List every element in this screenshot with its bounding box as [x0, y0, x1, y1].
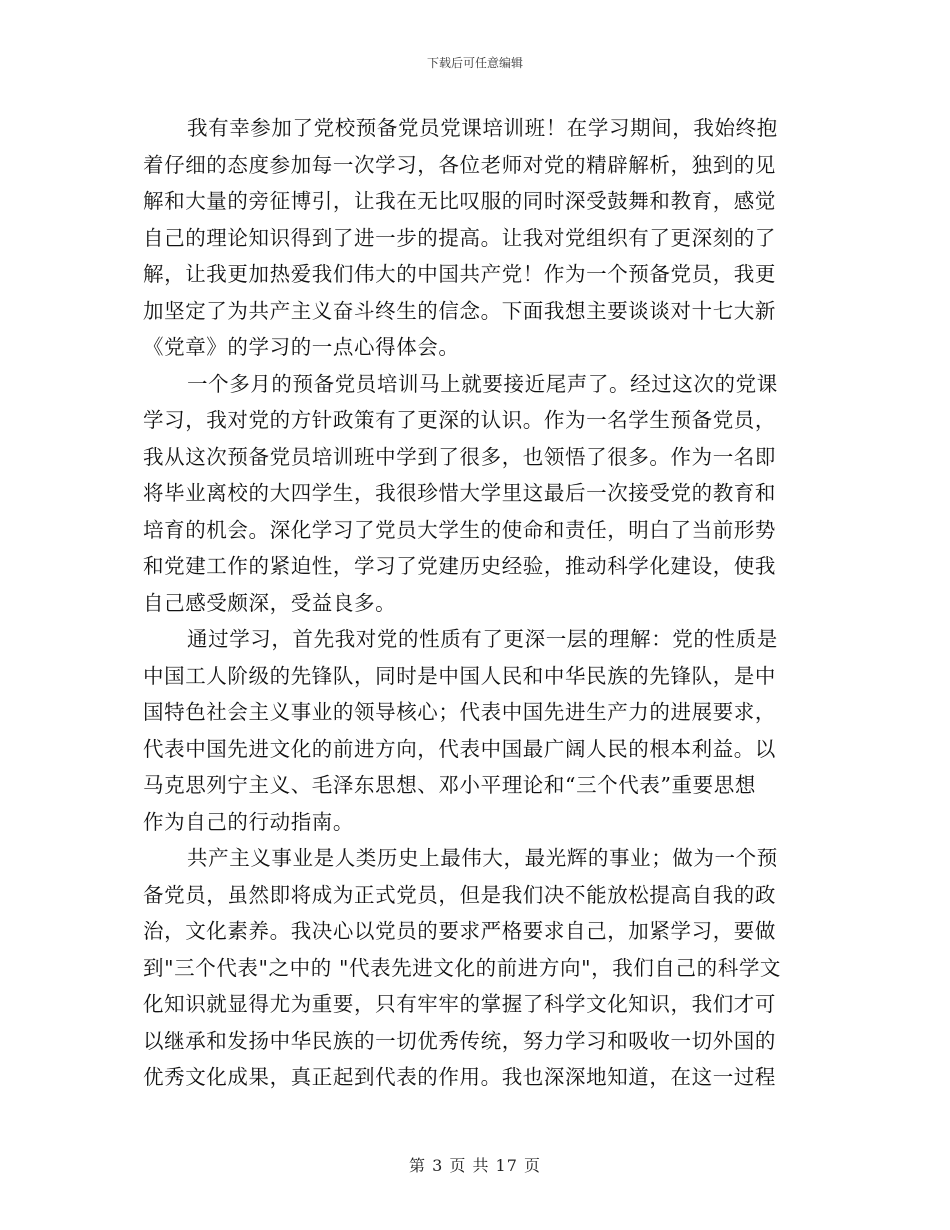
document-body [143, 110, 807, 1096]
text-line: 我有幸参加了党校预备党员党课培训班！在学习期间，我始终抱 [187, 116, 778, 140]
text-line: 到"三个代表"之中的 "代表先进文化的前进方向"，我们自己的科学文 [143, 955, 782, 980]
page-header: 下载后可任意编辑 [426, 56, 523, 70]
text-line: 一个多月的预备党员培训马上就要接近尾声了。经过这次的党课 [187, 371, 778, 396]
text-line: 通过学习，首先我对党的性质有了更深一层的理解：党的性质是 [187, 627, 778, 651]
text-line: 加坚定了为共产主义奋斗终生的信念。下面我想主要谈谈对十七大新 [143, 298, 776, 323]
text-line: 代表中国先进文化的前进方向，代表中国最广阔人民的根本利益。以 [143, 736, 776, 761]
text-line: 国特色社会主义事业的领导核心；代表中国先进生产力的进展要求， [143, 700, 776, 724]
text-line: 优秀文化成果，真正起到代表的作用。我也深深地知道，在这一过程 [143, 1065, 776, 1089]
text-line: 培育的机会。深化学习了党员大学生的使命和责任，明白了当前形势 [143, 517, 776, 542]
text-line: 备党员，虽然即将成为正式党员，但是我们决不能放松提高自我的政 [143, 882, 776, 907]
text-line: 自己的理论知识得到了进一步的提高。让我对党组织有了更深刻的了 [143, 225, 776, 250]
text-line: 解，让我更加热爱我们伟大的中国共产党！作为一个预备党员，我更 [143, 262, 776, 286]
page-number-footer: 第 3 页 共 17 页 [409, 1156, 541, 1175]
paragraph-4 [143, 840, 807, 1096]
paragraph-1 [143, 110, 807, 366]
text-line: 《党章》的学习的一点心得体会。 [143, 335, 460, 359]
paragraph-3 [143, 621, 807, 840]
text-line: 化知识就显得尤为重要，只有牢牢的掌握了科学文化知识，我们才可 [143, 992, 776, 1016]
text-line: 马克思列宁主义、毛泽东思想、邓小平理论和“三个代表”重要思想 [143, 773, 756, 797]
text-line: 以继承和发扬中华民族的一切优秀传统，努力学习和吸收一切外国的 [143, 1028, 776, 1053]
text-line: 作为自己的行动指南。 [143, 809, 354, 834]
text-line: 着仔细的态度参加每一次学习，各位老师对党的精辟解析，独到的见 [143, 152, 776, 177]
text-line: 学习，我对党的方针政策有了更深的认识。作为一名学生预备党员， [143, 408, 776, 432]
text-line: 我从这次预备党员培训班中学到了很多，也领悟了很多。作为一名即 [143, 444, 776, 469]
text-line: 和党建工作的紧迫性，学习了党建历史经验，推动科学化建设，使我 [143, 554, 776, 578]
paragraph-2 [143, 366, 807, 622]
text-line: 解和大量的旁征博引，让我在无比叹服的同时深受鼓舞和教育，感觉 [143, 189, 776, 213]
text-line: 共产主义事业是人类历史上最伟大，最光辉的事业；做为一个预 [187, 846, 778, 870]
text-line: 治，文化素养。我决心以党员的要求严格要求自己，加紧学习，要做 [143, 919, 776, 943]
text-line: 自己感受颇深，受益良多。 [143, 590, 397, 615]
text-line: 将毕业离校的大四学生，我很珍惜大学里这最后一次接受党的教育和 [143, 481, 776, 505]
text-line: 中国工人阶级的先锋队，同时是中国人民和中华民族的先锋队，是中 [143, 663, 776, 688]
